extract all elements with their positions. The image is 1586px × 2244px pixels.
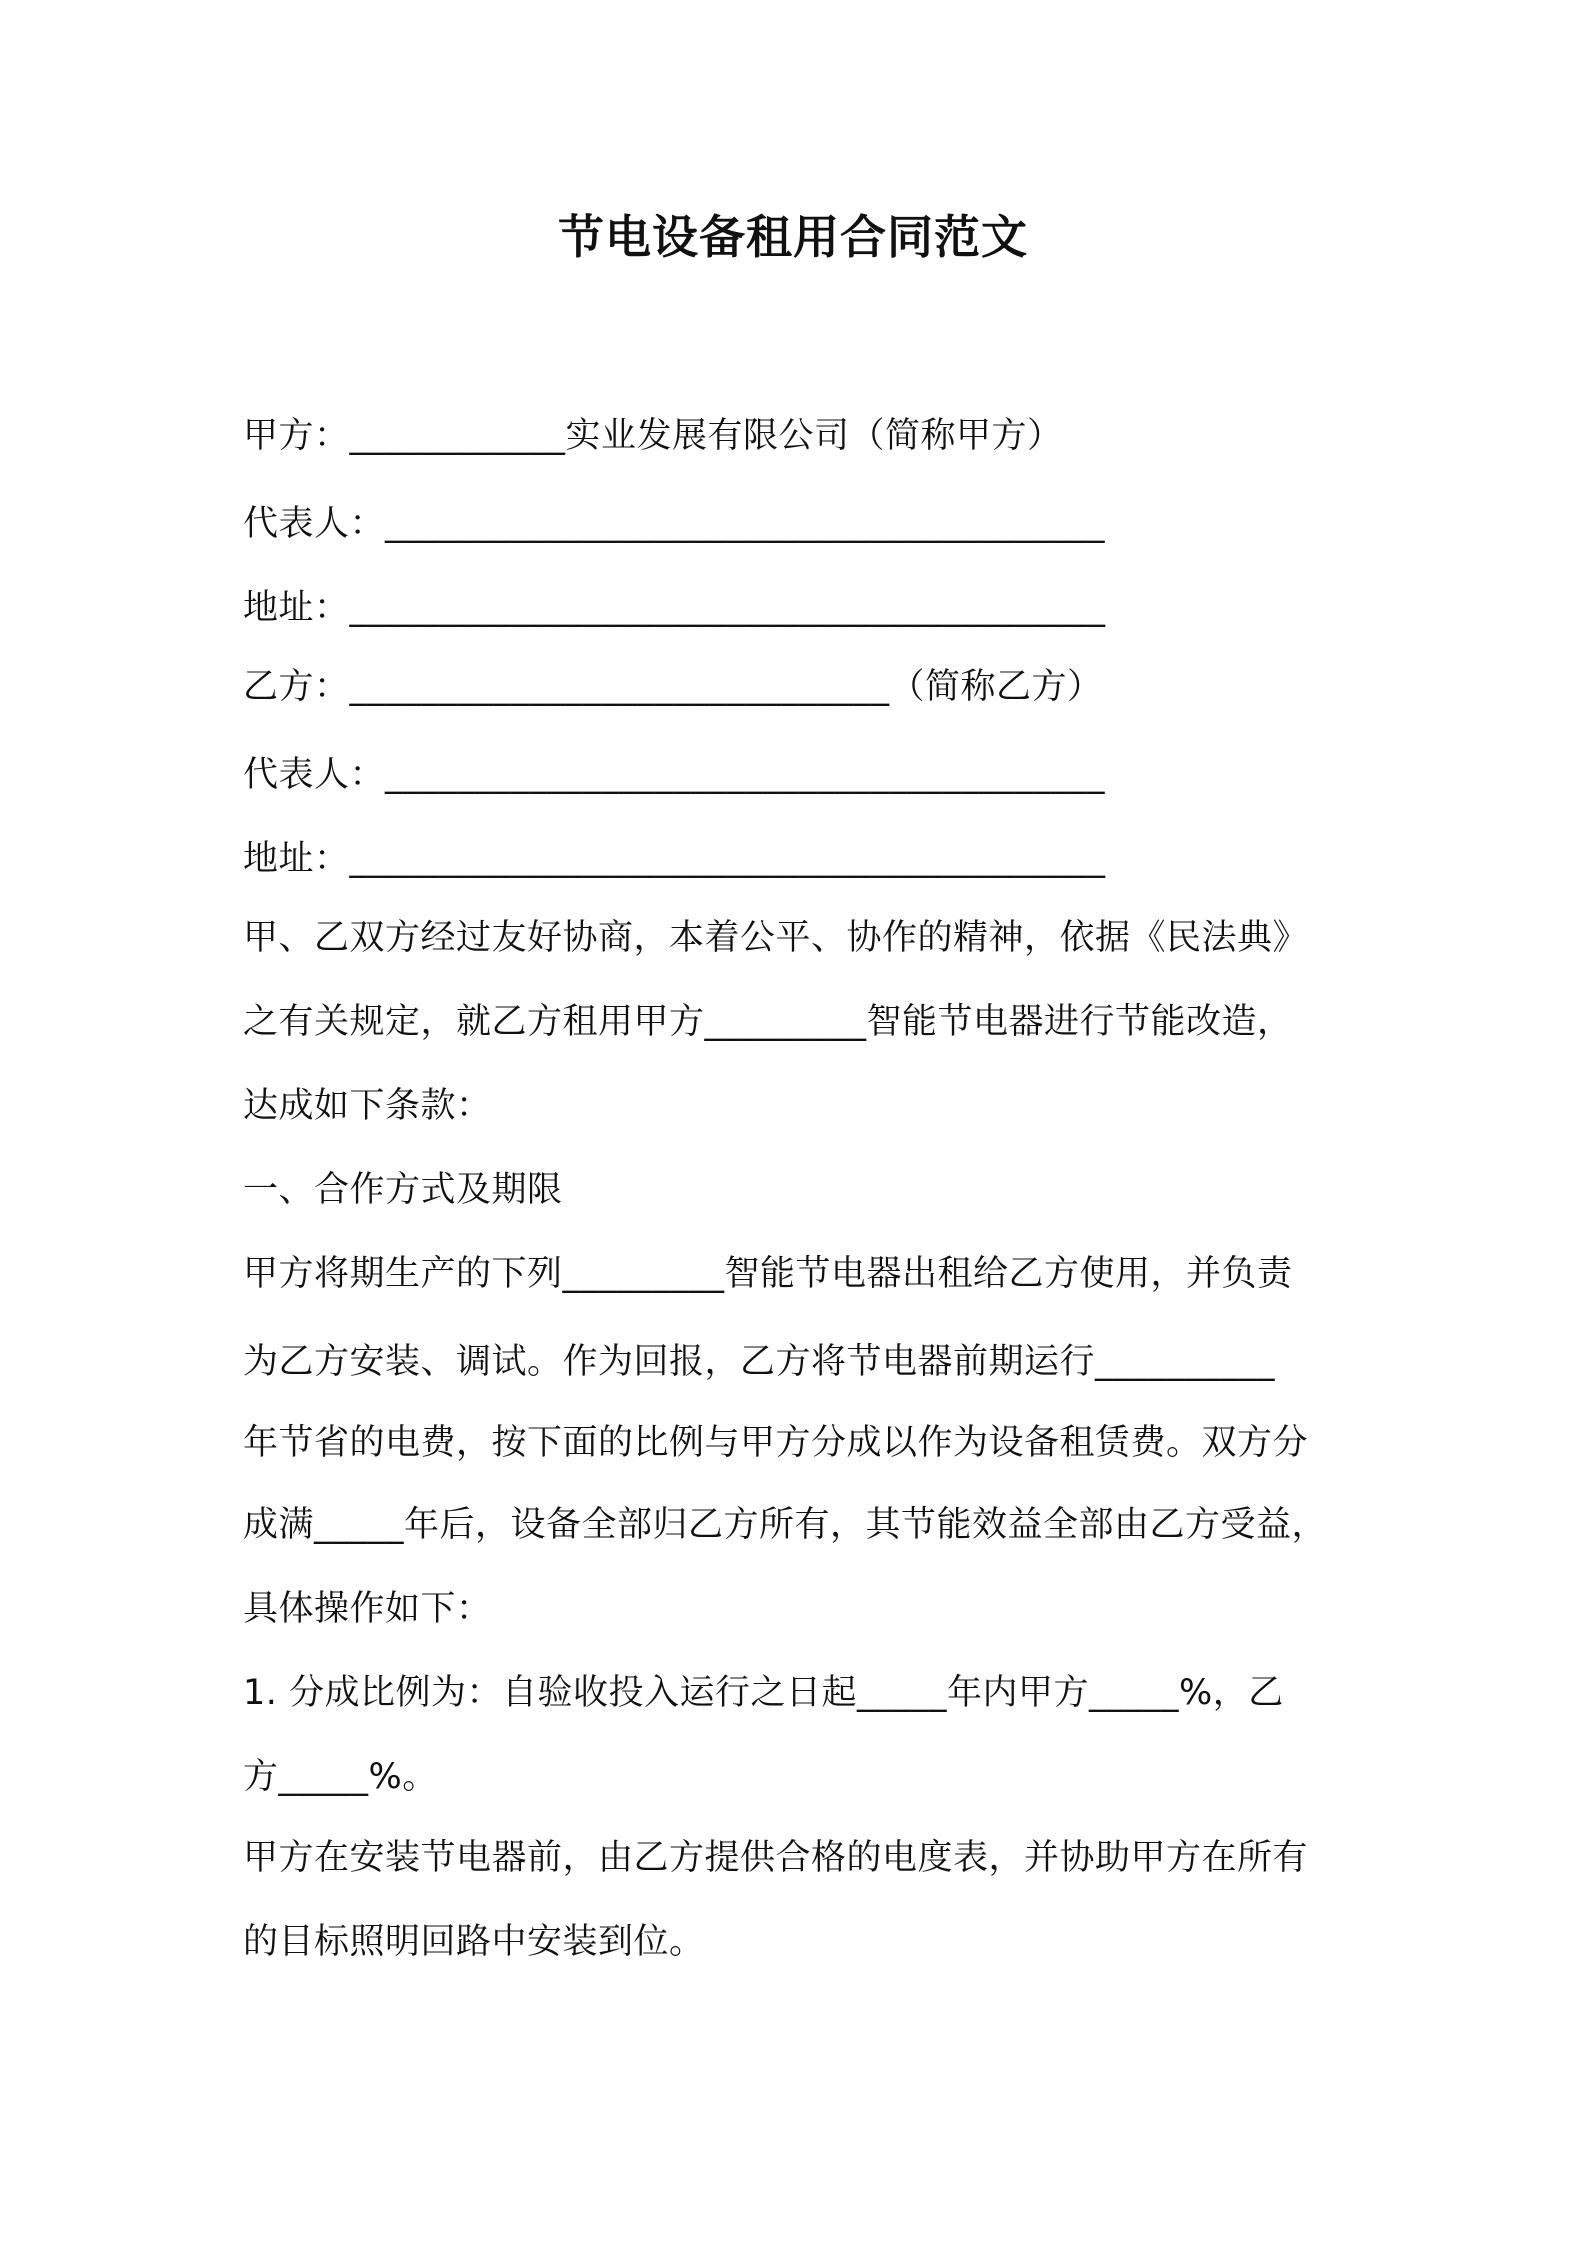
section-1-line-5: 具体操作如下： (243, 1589, 492, 1629)
installation-line-2: 的目标照明回路中安装到位。 (243, 1922, 705, 1962)
preamble-line-1: 甲、乙双方经过友好协商，本着公平、协作的精神，依据《民法典》 (243, 918, 1309, 958)
party-a-line: 甲方：____________实业发展有限公司（简称甲方） (243, 416, 1063, 456)
party-a-representative-line: 代表人：________________________________________ (243, 504, 1106, 544)
preamble-line-3: 达成如下条款： (243, 1086, 492, 1126)
section-1-line-3: 年节省的电费，按下面的比例与甲方分成以作为设备租赁费。双方分 (243, 1423, 1309, 1463)
installation-line-1: 甲方在安装节电器前，由乙方提供合格的电度表，并协助甲方在所有 (243, 1838, 1309, 1878)
section-1-line-1: 甲方将期生产的下列_________智能节电器出租给乙方使用，并负责 (243, 1254, 1293, 1294)
party-b-address-line: 地址：__________________________________________ (243, 839, 1106, 879)
party-a-address-line: 地址：__________________________________________ (243, 588, 1106, 628)
document-title: 节电设备租用合同范文 (558, 210, 1028, 264)
party-b-line: 乙方：______________________________（简称乙方） (243, 667, 1103, 707)
section-1-line-4: 成满_____年后，设备全部归乙方所有，其节能效益全部由乙方受益， (243, 1505, 1328, 1545)
clause-1-line-1: 1. 分成比例为：自验收投入运行之日起_____年内甲方_____%，乙 (243, 1673, 1284, 1713)
clause-1-line-2: 方_____%。 (243, 1757, 438, 1797)
section-1-line-2: 为乙方安装、调试。作为回报，乙方将节电器前期运行__________ (243, 1342, 1276, 1382)
party-b-representative-line: 代表人：________________________________________ (243, 755, 1106, 795)
preamble-line-2: 之有关规定，就乙方租用甲方_________智能节电器进行节能改造， (243, 1002, 1293, 1042)
section-heading-1: 一、合作方式及期限 (243, 1170, 563, 1210)
